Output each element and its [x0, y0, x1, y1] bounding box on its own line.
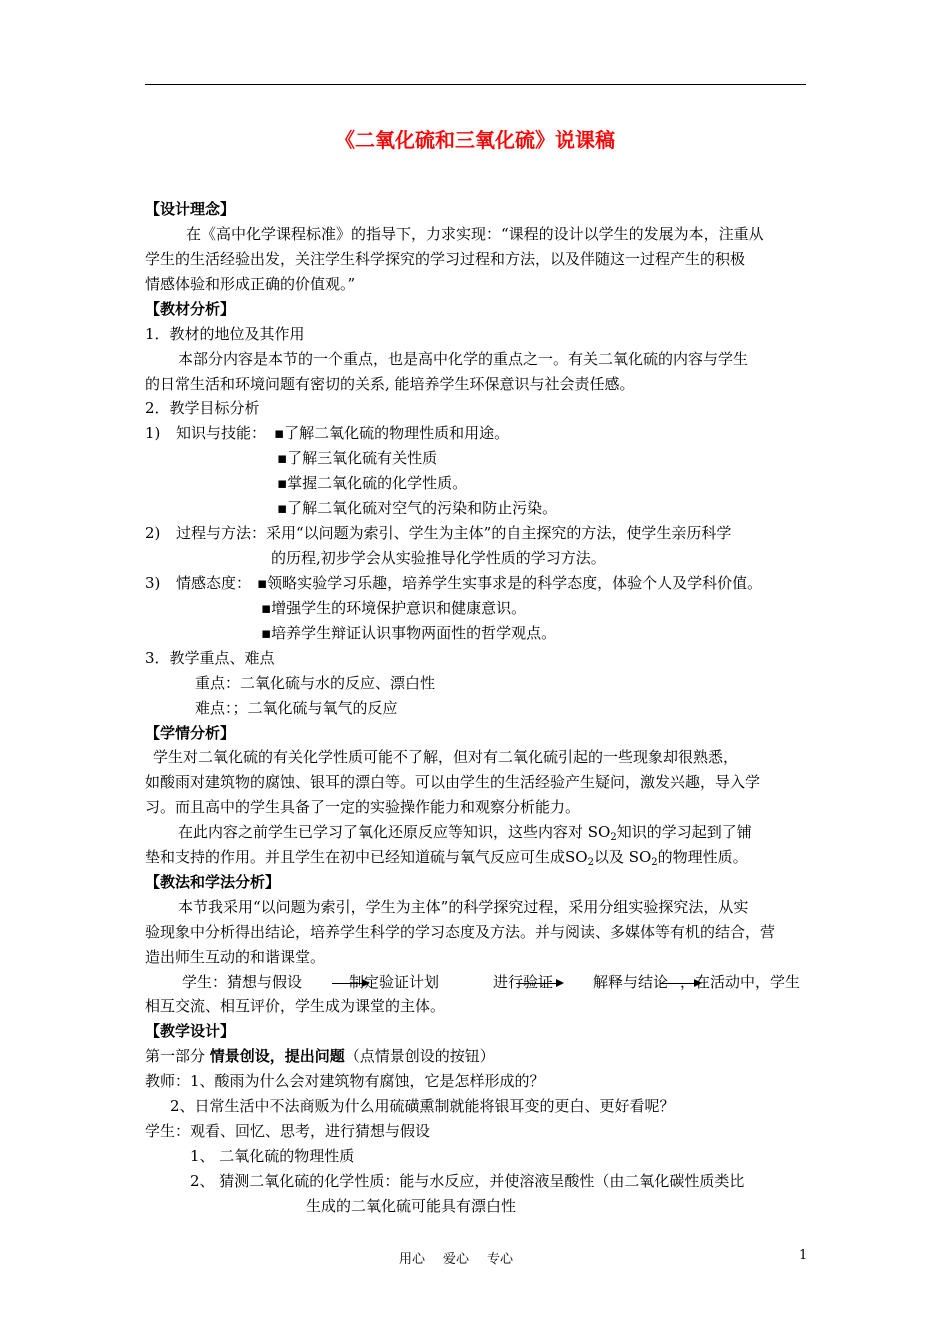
paragraph-line: 学生对二氧化硫的有关化学性质可能不了解，但对有二氧化硫引起的一些现象却很熟悉， [153, 748, 739, 766]
paragraph-line: 验现象中分析得出结论，培养学生科学的学习态度及方法。并与阅读、多媒体等有机的结合，营 [145, 923, 776, 941]
footer-slogan: 用心 爱心 专心 [399, 1252, 514, 1267]
paragraph-line: 的日常生活和环境问题有密切的关系, 能培养学生环保意识与社会责任感。 [145, 375, 635, 393]
paragraph-line: 习。而且高中的学生具备了一定的实验操作能力和观察分析能力。 [145, 798, 581, 816]
paragraph-line: 相互交流、相互评价，学生成为课堂的主体。 [145, 997, 446, 1015]
list-number: 2) [145, 524, 161, 542]
goal-label: 情感态度： [176, 574, 252, 592]
section-heading-teaching: 【教学设计】 [145, 1022, 236, 1040]
student-item: 生成的二氧化硫可能具有漂白性 [306, 1197, 517, 1215]
goal-item: ▪了解二氧化硫对空气的污染和防止污染。 [277, 499, 558, 517]
goal-text: 的历程,初步学会从实验推导化学性质的学习方法。 [271, 549, 606, 567]
header-rule [145, 84, 806, 85]
goal-item: ▪了解三氧化硫有关性质 [277, 449, 438, 467]
goal-item: ▪增强学生的环境保护意识和健康意识。 [261, 599, 527, 617]
goal-item: ▪领略实验学习乐趣，培养学生实事求是的科学态度，体验个人及学科价值。 [257, 574, 763, 592]
teacher-question: 2、日常生活中不法商贩为什么用硫磺熏制就能将银耳变的更白、更好看呢？ [170, 1097, 675, 1115]
list-number: 3) [145, 574, 161, 592]
page-number: 1 [799, 1248, 808, 1263]
part-heading: 第一部分 情景创设，提出问题（点情景创设的按钮） [145, 1047, 495, 1065]
paragraph-line: 在《高中化学课程标准》的指导下，力求实现：“课程的设计以学生的发展为本，注重从 [186, 225, 764, 243]
subheading: 2．教学目标分析 [145, 399, 260, 417]
flow-step: 制定验证计划 [349, 973, 440, 991]
goal-label: 知识与技能： [176, 424, 267, 442]
flow-step: 解释与结论 [593, 973, 669, 991]
goal-item: ▪培养学生辩证认识事物两面性的哲学观点。 [261, 624, 557, 642]
flow-arrow [516, 983, 562, 984]
subheading: 3．教学重点、难点 [145, 649, 275, 667]
section-heading-material: 【教材分析】 [145, 300, 236, 318]
paragraph-line: 本部分内容是本节的一个重点，也是高中化学的重点之一。有关二氧化硫的内容与学生 [178, 350, 749, 368]
flow-tail: ，在活动中，学生 [680, 973, 801, 991]
section-heading-design: 【设计理念】 [145, 200, 236, 218]
section-heading-students: 【学情分析】 [145, 724, 236, 742]
paragraph-line: 本节我采用“以问题为索引，学生为主体”的科学探究过程，采用分组实验探究法，从实 [178, 898, 749, 916]
teacher-question: 教师：1、酸雨为什么会对建筑物有腐蚀，它是怎样形成的？ [145, 1072, 545, 1090]
goal-item: ▪掌握二氧化硫的化学性质。 [277, 474, 468, 492]
page-title: 《二氧化硫和三氧化硫》说课稿 [335, 128, 615, 152]
student-item: 1、 二氧化硫的物理性质 [190, 1147, 355, 1165]
difficult-point: 难点：；二氧化硫与氧气的反应 [195, 699, 398, 717]
goal-text: 过程与方法：采用“以问题为索引、学生为主体”的自主探究的方法，使学生亲历科学 [176, 524, 732, 542]
flow-step: 进行验证 [493, 973, 554, 991]
paragraph-line: 学生的生活经验出发，关注学生科学探究的学习过程和方法，以及伴随这一过程产生的积极 [145, 250, 746, 268]
list-number: 1) [145, 424, 161, 442]
paragraph-line: 情感体验和形成正确的价值观。” [145, 275, 356, 293]
section-heading-methods: 【教法和学法分析】 [145, 873, 281, 891]
student-activity: 学生：观看、回忆、思考，进行猜想与假设 [145, 1122, 431, 1140]
paragraph-line: 垫和支持的作用。并且学生在初中已经知道硫与氧气反应可生成$SO_2$以及 $SO_2$的物理性质。 [145, 848, 748, 868]
subheading: 1．教材的地位及其作用 [145, 325, 305, 343]
flow-label: 学生：猜想与假设 [182, 973, 303, 991]
paragraph-line: 在此内容之前学生已学习了氧化还原反应等知识，这些内容对 $SO_2$知识的学习起到了铺 [178, 823, 752, 843]
paragraph-line: 如酸雨对建筑物的腐蚀、银耳的漂白等。可以由学生的生活经验产生疑问，激发兴趣，导入学 [145, 773, 761, 791]
key-point: 重点：二氧化硫与水的反应、漂白性 [195, 674, 436, 692]
goal-item: ▪了解二氧化硫的物理性质和用途。 [274, 424, 510, 442]
paragraph-line: 造出师生互动的和谐课堂。 [145, 948, 326, 966]
student-item: 2、 猜测二氧化硫的化学性质：能与水反应，并使溶液呈酸性（由二氧化碳性质类比 [190, 1172, 745, 1190]
